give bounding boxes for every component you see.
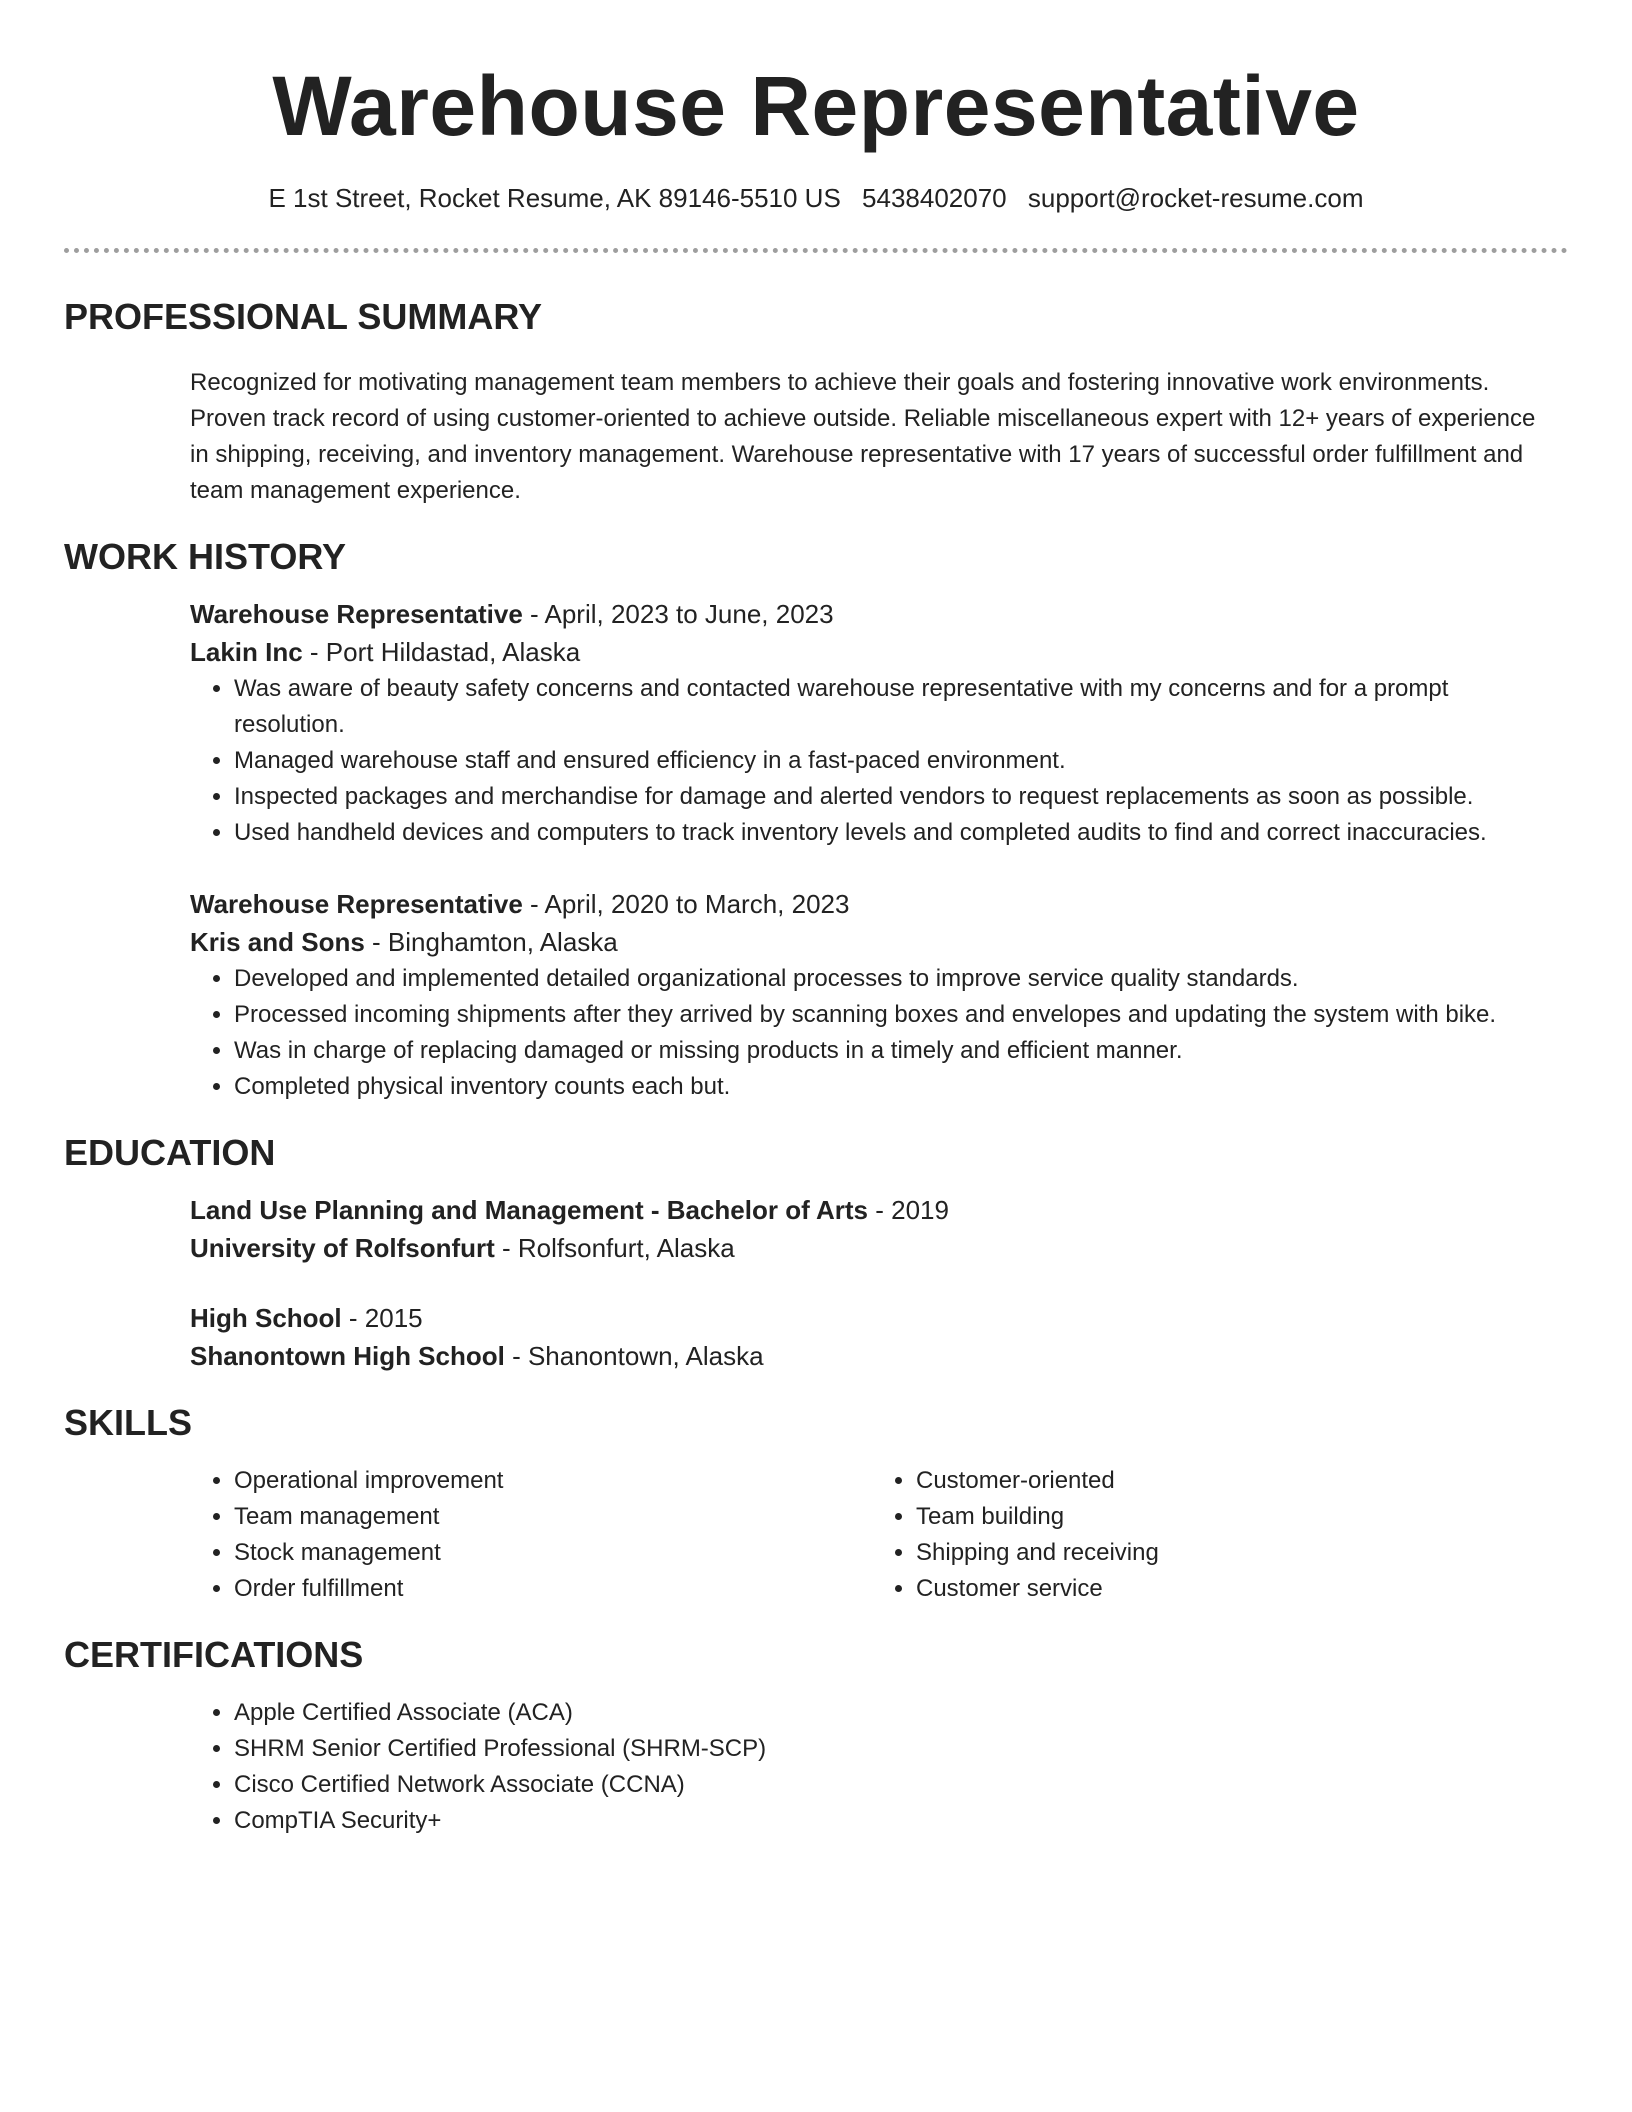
list-item: • Stock management — [234, 1535, 872, 1571]
list-item: • Cisco Certified Network Associate (CCNA) — [234, 1767, 1554, 1803]
job-role-line — [190, 885, 1554, 923]
job-role-line — [190, 595, 1554, 633]
skills-grid — [64, 1463, 1568, 1607]
list-item: • Customer-oriented — [916, 1463, 1554, 1499]
skills-column-right — [872, 1463, 1554, 1607]
contact-phone: 5438402070 — [862, 183, 1007, 213]
education-location: - Shanontown, Alaska — [504, 1341, 764, 1371]
education-degree-line — [190, 1191, 1554, 1229]
contact-address: E 1st Street, Rocket Resume, AK 89146-5510 US — [268, 183, 841, 213]
skills-title: SKILLS — [64, 1402, 193, 1443]
skills-section — [64, 1401, 1568, 1607]
list-item: • Operational improvement — [234, 1463, 872, 1499]
job-company-line — [190, 923, 1554, 961]
list-item: • CompTIA Security+ — [234, 1803, 1554, 1839]
education-degree-line — [190, 1299, 1554, 1337]
list-item: • Managed warehouse staff and ensured efficiency in a fast-paced environment. — [234, 743, 1554, 779]
list-item: • Developed and implemented detailed organizational processes to improve service quality standards. — [234, 961, 1554, 997]
list-item: • Completed physical inventory counts each but. — [234, 1069, 1554, 1105]
certifications-list-wrapper — [64, 1695, 1568, 1839]
job-bullets — [190, 671, 1554, 851]
candidate-name: Warehouse Representative — [272, 59, 1360, 153]
summary-section — [64, 295, 1568, 509]
education-year: - 2019 — [868, 1195, 949, 1225]
education-school-line — [190, 1337, 1554, 1375]
job-dates: - April, 2020 to March, 2023 — [522, 889, 850, 919]
education-entry — [64, 1299, 1568, 1375]
certifications-list — [190, 1695, 1554, 1839]
job-role: Warehouse Representative — [190, 599, 523, 629]
list-item: • SHRM Senior Certified Professional (SHRM-SCP) — [234, 1731, 1554, 1767]
header-divider — [64, 248, 1568, 253]
job-entry — [64, 595, 1568, 851]
list-item: • Order fulfillment — [234, 1571, 872, 1607]
education-section — [64, 1131, 1568, 1375]
job-dates: - April, 2023 to June, 2023 — [522, 599, 834, 629]
education-school-line — [190, 1229, 1554, 1267]
education-school: University of Rolfsonfurt — [190, 1233, 495, 1263]
list-item: • Team management — [234, 1499, 872, 1535]
contact-email: support@rocket-resume.com — [1027, 183, 1364, 213]
summary-text: Recognized for motivating management team members to achieve their goals and fostering innovative work environments. Proven track record of using customer-oriented to achieve outside. Reliable miscellaneous expert with 12+ years of experience in shipping, receiving, and inventory management. Warehouse representative with 17 years of successful order fulfillment and team management experience. — [190, 369, 1536, 504]
job-company-line — [190, 633, 1554, 671]
education-location: - Rolfsonfurt, Alaska — [494, 1233, 735, 1263]
skills-column-left — [190, 1463, 872, 1607]
list-item: • Processed incoming shipments after they arrived by scanning boxes and envelopes and updating the system with bike. — [234, 997, 1554, 1033]
list-item: • Was in charge of replacing damaged or missing products in a timely and efficient manner. — [234, 1033, 1554, 1069]
work-history-section — [64, 535, 1568, 1105]
job-entry — [64, 885, 1568, 1105]
job-company: Kris and Sons — [190, 927, 365, 957]
certifications-section — [64, 1633, 1568, 1839]
list-item: • Inspected packages and merchandise for damage and alerted vendors to request replacements as soon as possible. — [234, 779, 1554, 815]
list-item: • Was aware of beauty safety concerns and contacted warehouse representative with my concerns and for a prompt resolution. — [234, 671, 1554, 743]
list-item: • Apple Certified Associate (ACA) — [234, 1695, 1554, 1731]
education-title: EDUCATION — [64, 1132, 276, 1173]
job-location: - Binghamton, Alaska — [364, 927, 618, 957]
summary-title: PROFESSIONAL SUMMARY — [64, 296, 543, 337]
education-degree: High School — [190, 1303, 342, 1333]
list-item: • Shipping and receiving — [916, 1535, 1554, 1571]
job-role: Warehouse Representative — [190, 889, 523, 919]
education-entry — [64, 1191, 1568, 1267]
education-year: - 2015 — [341, 1303, 423, 1333]
job-location: - Port Hildastad, Alaska — [302, 637, 581, 667]
list-item: • Used handheld devices and computers to track inventory levels and completed audits to find and correct inaccuracies. — [234, 815, 1554, 851]
list-item: • Team building — [916, 1499, 1554, 1535]
job-bullets — [190, 961, 1554, 1105]
education-school: Shanontown High School — [190, 1341, 505, 1371]
certifications-title: CERTIFICATIONS — [64, 1634, 364, 1675]
education-degree: Land Use Planning and Management - Bachelor of Arts — [190, 1195, 869, 1225]
list-item: • Customer service — [916, 1571, 1554, 1607]
job-company: Lakin Inc — [190, 637, 303, 667]
work-history-title: WORK HISTORY — [64, 536, 347, 577]
contact-line — [64, 182, 1568, 214]
